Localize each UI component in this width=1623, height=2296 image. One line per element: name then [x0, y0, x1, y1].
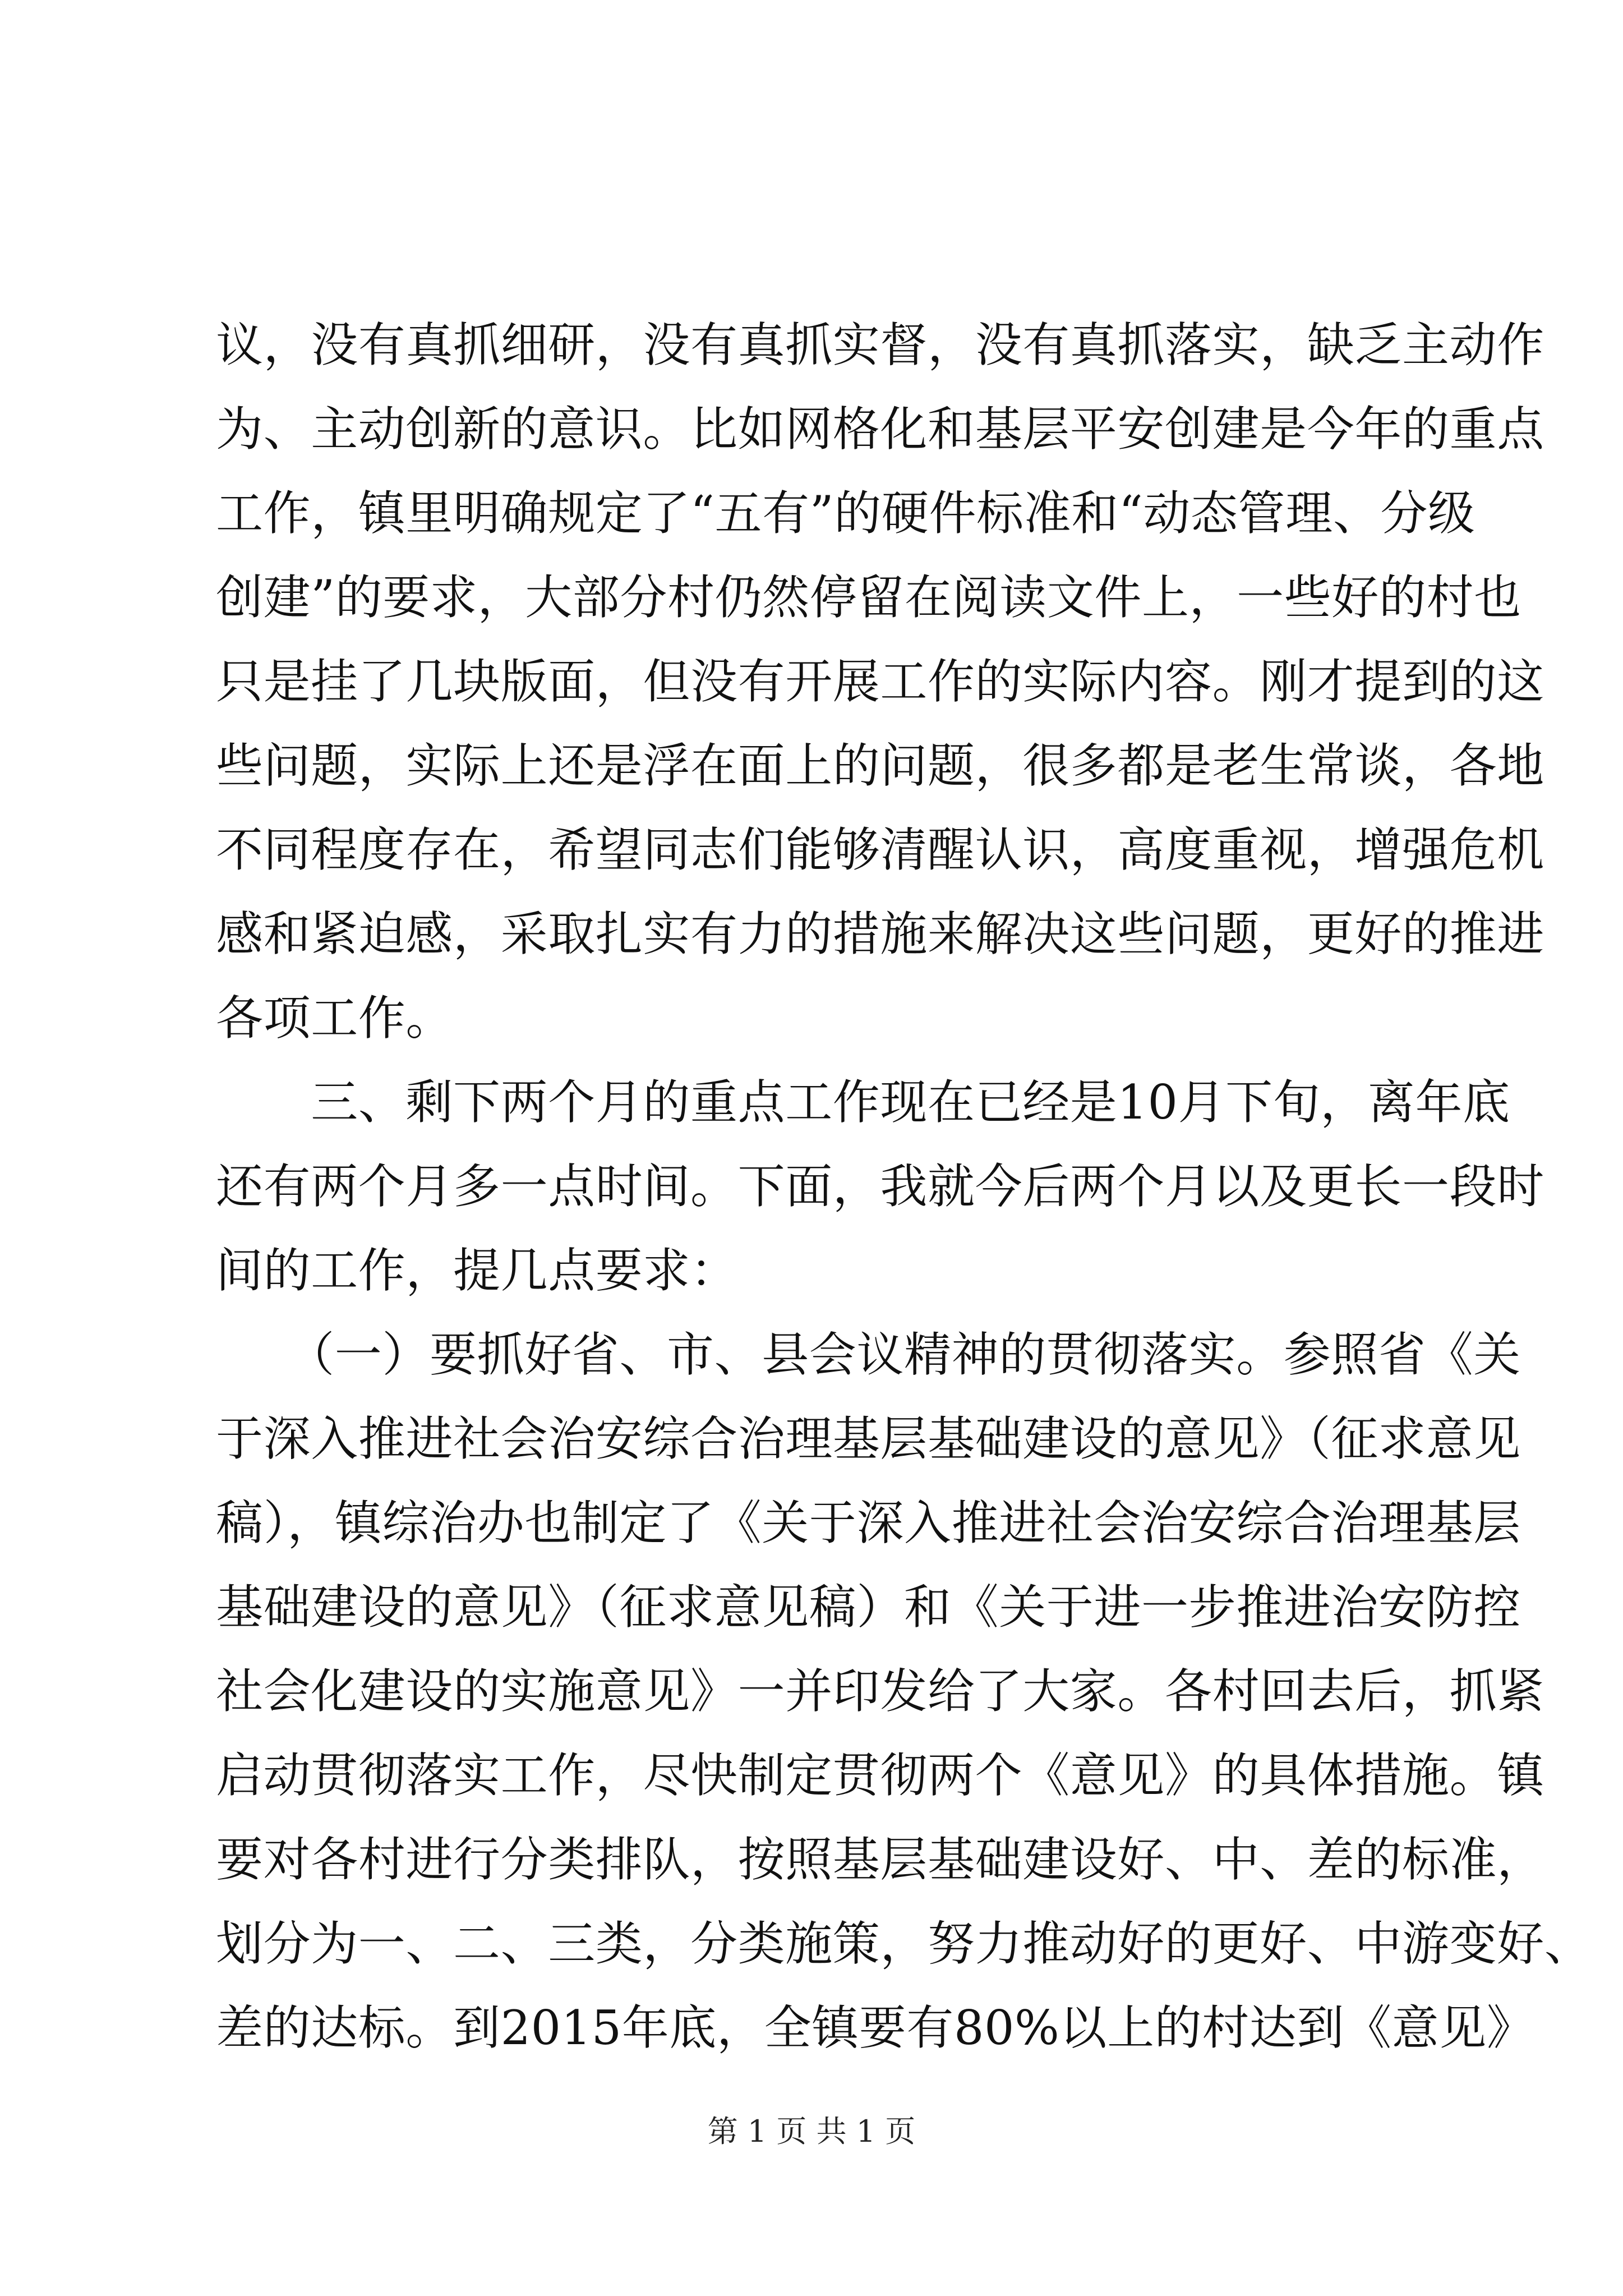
document-body [216, 303, 1592, 2070]
text-line: 各项工作。 [216, 991, 454, 1046]
text-line: 划分为一、二、三类，分类施策，努力推动好的更好、中游变好、 [216, 1916, 1592, 1971]
text-line: 三、剩下两个月的重点工作现在已经是10月下旬，离年底 [216, 1075, 1510, 1130]
text-line: 为、主动创新的意识。比如网格化和基层平安创建是今年的重点 [216, 402, 1544, 457]
text-line: （一）要抓好省、市、县会议精神的贯彻落实。参照省《关 [216, 1327, 1521, 1382]
text-line: 不同程度存在，希望同志们能够清醒认识，高度重视，增强危机 [216, 822, 1544, 877]
text-line: 工作，镇里明确规定了“五有”的硬件标准和“动态管理、分级 [216, 486, 1476, 541]
page-number-footer: 第 1 页 共 1 页 [707, 2114, 916, 2149]
text-line: 创建”的要求，大部分村仍然停留在阅读文件上，一些好的村也 [216, 570, 1521, 625]
text-line: 启动贯彻落实工作，尽快制定贯彻两个《意见》的具体措施。镇 [216, 1748, 1544, 1803]
text-line: 只是挂了几块版面，但没有开展工作的实际内容。刚才提到的这 [216, 654, 1544, 709]
text-line: 于深入推进社会治安综合治理基层基础建设的意见》（征求意见 [216, 1411, 1521, 1466]
text-line: 要对各村进行分类排队，按照基层基础建设好、中、差的标准， [216, 1832, 1544, 1887]
text-line: 基础建设的意见》（征求意见稿）和《关于进一步推进治安防控 [216, 1580, 1521, 1635]
text-line: 稿），镇综治办也制定了《关于深入推进社会治安综合治理基层 [216, 1496, 1521, 1550]
text-line: 议，没有真抓细研，没有真抓实督，没有真抓落实，缺乏主动作 [216, 318, 1544, 372]
text-line: 还有两个月多一点时间。下面，我就今后两个月以及更长一段时 [216, 1159, 1544, 1214]
text-line: 感和紧迫感，采取扎实有力的措施来解决这些问题，更好的推进 [216, 907, 1544, 961]
text-line: 差的达标。到2015年底，全镇要有80%以上的村达到《意见》 [216, 2000, 1534, 2055]
text-line: 社会化建设的实施意见》一并印发给了大家。各村回去后，抓紧 [216, 1664, 1544, 1719]
text-line: 些问题，实际上还是浮在面上的问题，很多都是老生常谈，各地 [216, 738, 1544, 793]
text-line: 间的工作，提几点要求： [216, 1243, 738, 1298]
